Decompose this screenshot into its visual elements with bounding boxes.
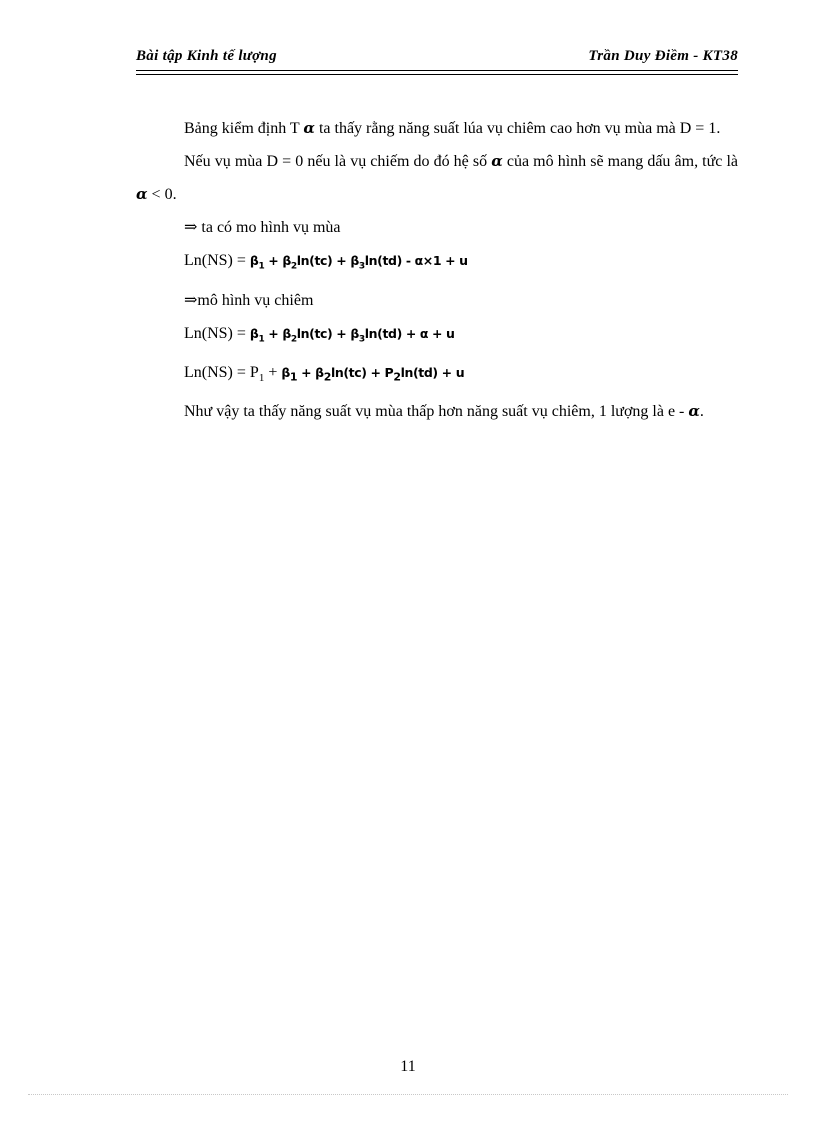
- paragraph-dummy-variable: Nếu vụ mùa D = 0 nếu là vụ chiếm do đó hệ số α của mô hình sẽ mang dấu âm, tức là α < 0.: [136, 152, 739, 203]
- header-left-title: Bài tập Kinh tế lượng: [136, 48, 277, 64]
- alpha-symbol: α: [688, 402, 700, 421]
- alpha-symbol: α: [136, 185, 148, 203]
- equation-combined: $Ln(NS) = P_1 + \beta_1 + \beta_2\ln(tc) + P_2\ln(td) + u$: [184, 364, 465, 385]
- paragraph-vu-mua-intro: ⇒ ta có mo hình vụ mùa: [184, 219, 341, 236]
- equation-vu-chiem: $Ln(NS) = \beta_1 + \beta_2\ln(tc) + \beta_3\ln(td) + \alpha + u$: [184, 324, 455, 344]
- equation-rhs: $\beta_1 + \beta_2\ln(tc) + \beta_3\ln(td) + \alpha + u$: [249, 325, 455, 344]
- header-rule-thin: [136, 74, 738, 75]
- page-bottom-border: [28, 1094, 788, 1095]
- equation-rhs: $\beta_1 + \beta_2\ln(tc) + \beta_3\ln(td) - \alpha\times 1 + u$: [249, 253, 468, 272]
- page-number: 11: [400, 1058, 416, 1075]
- alpha-symbol: α: [303, 119, 315, 137]
- alpha-symbol: α: [491, 152, 503, 170]
- equation-vu-mua: $Ln(NS) = \beta_1 + \beta_2\ln(tc) + \beta_3\ln(td) - \alpha\times 1 + u$: [184, 252, 468, 272]
- document-body: [136, 112, 738, 428]
- page-header: [136, 48, 738, 70]
- header-rule-thick: [136, 70, 738, 71]
- paragraph-t-test: Bảng kiểm định T α ta thấy rằng năng suất lúa vụ chiêm cao hơn vụ mùa mà D = 1.: [184, 119, 721, 137]
- equation-rhs: $\beta_1 + \beta_2\ln(tc) + P_2\ln(td) + u$: [281, 365, 465, 384]
- paragraph-vu-chiem-intro: ⇒mô hình vụ chiêm: [184, 291, 314, 309]
- paragraph-conclusion: Như vậy ta thấy năng suất vụ mùa thấp hơn năng suất vụ chiêm, 1 lượng là e - α.: [184, 402, 704, 421]
- header-right-author: Trần Duy Điềm - KT38: [588, 48, 738, 64]
